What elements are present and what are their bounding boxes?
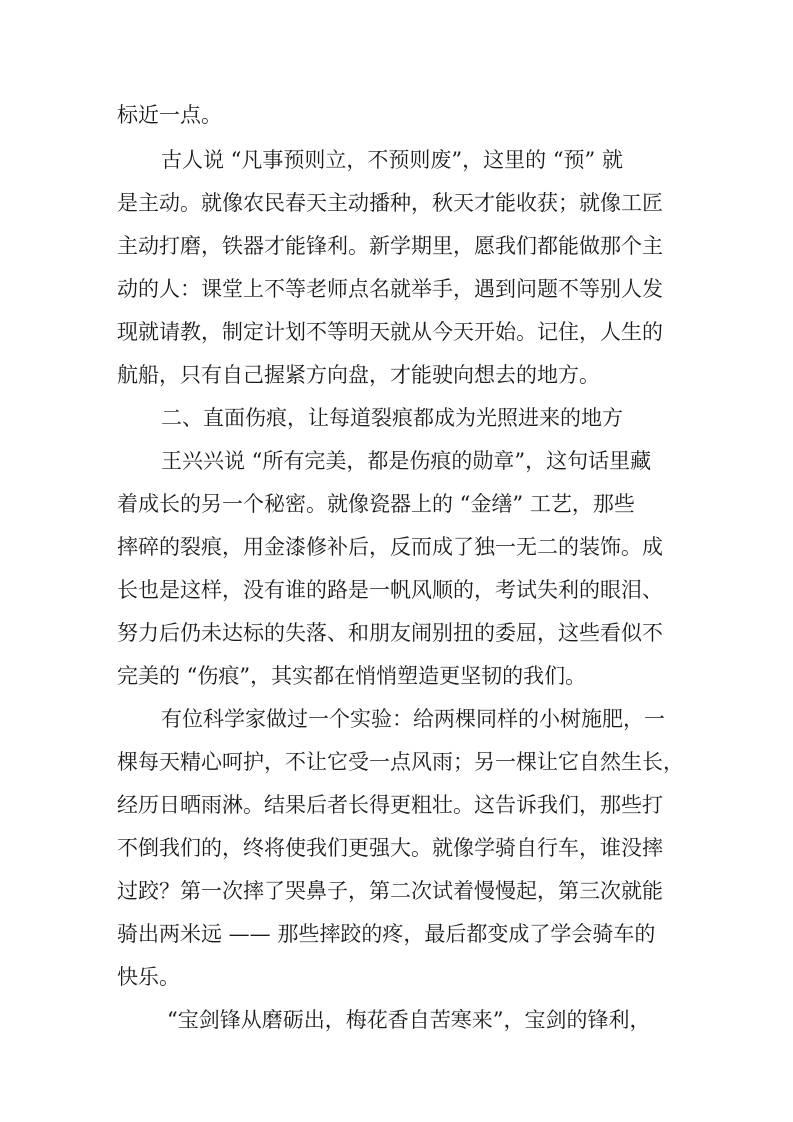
text-line: 努力后仍未达标的失落、和朋友闹别扭的委屈，这些看似不 [117, 621, 663, 645]
paragraph-start-line: 王兴兴说 “所有完美，都是伤痕的勋章”，这句话里藏 [161, 449, 652, 473]
paragraph-start-line: “宝剑锋从磨砺出，梅花香自苦寒来”，宝剑的锋利， [167, 1008, 651, 1032]
text-line: 标近一点。 [117, 103, 222, 127]
text-line: 摔碎的裂痕，用金漆修补后，反而成了独一无二的装饰。成 [117, 535, 663, 559]
text-line: 完美的 “伤痕”，其实都在悄悄塑造更坚韧的我们。 [117, 664, 587, 688]
text-line: 经历日晒雨淋。结果后者长得更粗壮。这告诉我们，那些打 [117, 793, 663, 817]
text-line: 航船，只有自己握紧方向盘，才能驶向想去的地方。 [117, 363, 600, 387]
paragraph-start-line: 有位科学家做过一个实验：给两棵同样的小树施肥，一 [161, 707, 665, 731]
text-line: 主动打磨，铁器才能锋利。新学期里，愿我们都能做那个主 [117, 234, 663, 258]
paragraph-start-line: 古人说 “凡事预则立，不预则废”，这里的 “预” 就 [161, 148, 623, 172]
text-line: 过跤？第一次摔了哭鼻子，第二次试着慢慢起，第三次就能 [117, 879, 663, 903]
text-line: 棵每天精心呵护，不让它受一点风雨；另一棵让它自然生长， [117, 750, 684, 774]
text-line: 动的人：课堂上不等老师点名就举手，遇到问题不等别人发 [117, 277, 663, 301]
text-line: 是主动。就像农民春天主动播种，秋天才能收获；就像工匠 [117, 191, 663, 215]
text-line: 不倒我们的，终将使我们更强大。就像学骑自行车，谁没摔 [117, 836, 663, 860]
text-line: 骑出两米远 —— 那些摔跤的疼，最后都变成了学会骑车的 [117, 922, 656, 946]
text-line: 快乐。 [117, 965, 180, 989]
text-line: 着成长的另一个秘密。就像瓷器上的 “金缮” 工艺，那些 [117, 492, 635, 516]
text-line: 现就请教，制定计划不等明天就从今天开始。记住，人生的 [117, 320, 663, 344]
section-heading: 二、直面伤痕，让每道裂痕都成为光照进来的地方 [161, 406, 623, 430]
text-line: 长也是这样，没有谁的路是一帆风顺的，考试失利的眼泪、 [117, 578, 663, 602]
